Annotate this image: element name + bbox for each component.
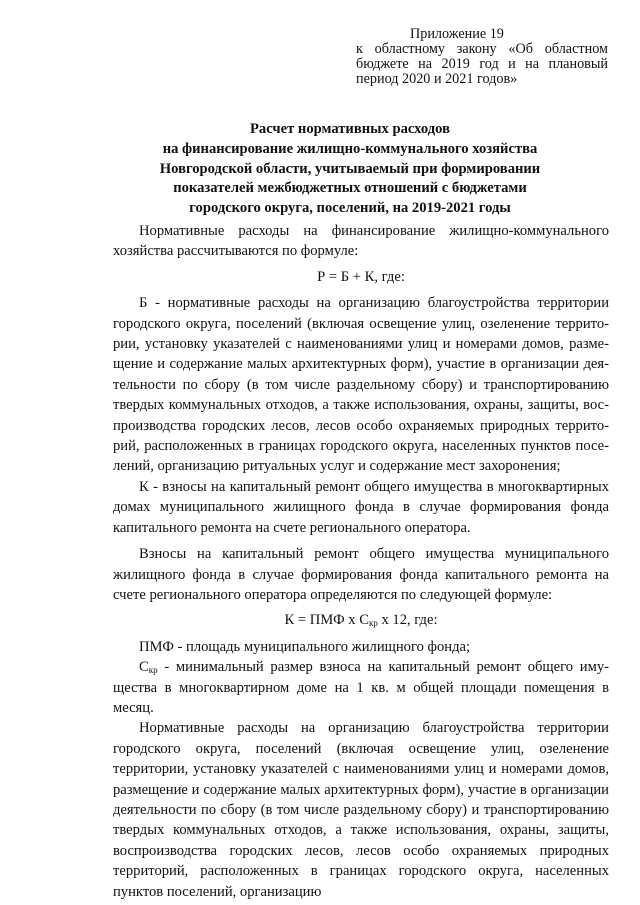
final-paragraph: Нормативные расходы на организацию благоустройства территории городского округа, поселений (включая освещение улиц, озеленение территории, установку указателей с наименованиями улиц и номерами домов, размещение и содержание малых архитектурных форм), участие в организации деятельности по сбору (в том числе раздельному сбору) и транспортированию твердых коммунальных отходов, а также использования, охраны, защиты, воспроизводства городских лесов, лесов особо охраняемых природных территорий, расположенных в границах городского округа, населенных пунктов поселений, организацию bbox=[113, 720, 609, 900]
document-body bbox=[113, 221, 609, 902]
intro-paragraph: Нормативные расходы на финансирование жилищно-коммунального хозяйства рассчитываются по формуле: bbox=[113, 223, 609, 260]
definition-pmf: ПМФ - площадь муниципального жилищного фонда; bbox=[139, 638, 471, 655]
appendix-title: Приложение 19 bbox=[410, 26, 504, 42]
appendix-note bbox=[356, 27, 608, 87]
formula-contribution bbox=[113, 610, 609, 630]
heading-line: городского округа, поселений, на 2019-2021 годы bbox=[189, 200, 511, 217]
definition-ckr bbox=[113, 657, 609, 718]
formula-part: К = ПМФ х С bbox=[284, 612, 369, 629]
definition-b: Б - нормативные расходы на организацию благоустройства территории городского округа, поселений (включая освещение улиц, озеленение территории, установку указателей с наименованиями улиц и номерами домов, размещение и содержание малых архитектурных форм), участие в организации деятельности по сбору (в том числе раздельному сбору) и транспортированию твердых коммунальных отходов, а также использования, охраны, защиты, воспроизводства городских лесов, лесов особо охраняемых природных территорий, расположенных в границах городского округа, населенных пунктов поселений, организацию ритуальных услуг и содержание мест захоронения; bbox=[113, 295, 609, 475]
formula-part: х 12, где: bbox=[377, 612, 438, 629]
heading-line: показателей межбюджетных отношений с бюджетами bbox=[173, 180, 527, 197]
symbol: С bbox=[139, 659, 149, 676]
appendix-body: к областному закону «Об областном бюджете на 2019 год и на плановый период 2020 и 2021 годов» bbox=[356, 41, 608, 87]
document-heading bbox=[100, 120, 600, 219]
definition-k: К - взносы на капитальный ремонт общего имущества в многоквартирных домах муниципального жилищного фонда в случае формирования фонда капитального ремонта на счете регионального оператора. bbox=[113, 478, 609, 536]
contribution-paragraph: Взносы на капитальный ремонт общего имущества муниципального жилищного фонда в случае формирования фонда капитального ремонта на счете регионального оператора определяются по следующей формуле: bbox=[113, 546, 609, 603]
heading-line: Новгородской области, учитываемый при формировании bbox=[159, 160, 541, 177]
formula-total: Р = Б + К, где: bbox=[317, 268, 405, 285]
heading-line: Расчет нормативных расходов bbox=[249, 121, 450, 137]
formula-subscript: кр bbox=[368, 618, 378, 629]
definition-text: - минимальный размер взноса на капитальный ремонт общего имущества в многоквартирном доме на 1 кв. м общей площади помещения в месяц. bbox=[113, 659, 609, 716]
symbol-subscript: кр bbox=[148, 665, 158, 676]
heading-line: на финансирование жилищно-коммунального хозяйства bbox=[162, 140, 538, 157]
